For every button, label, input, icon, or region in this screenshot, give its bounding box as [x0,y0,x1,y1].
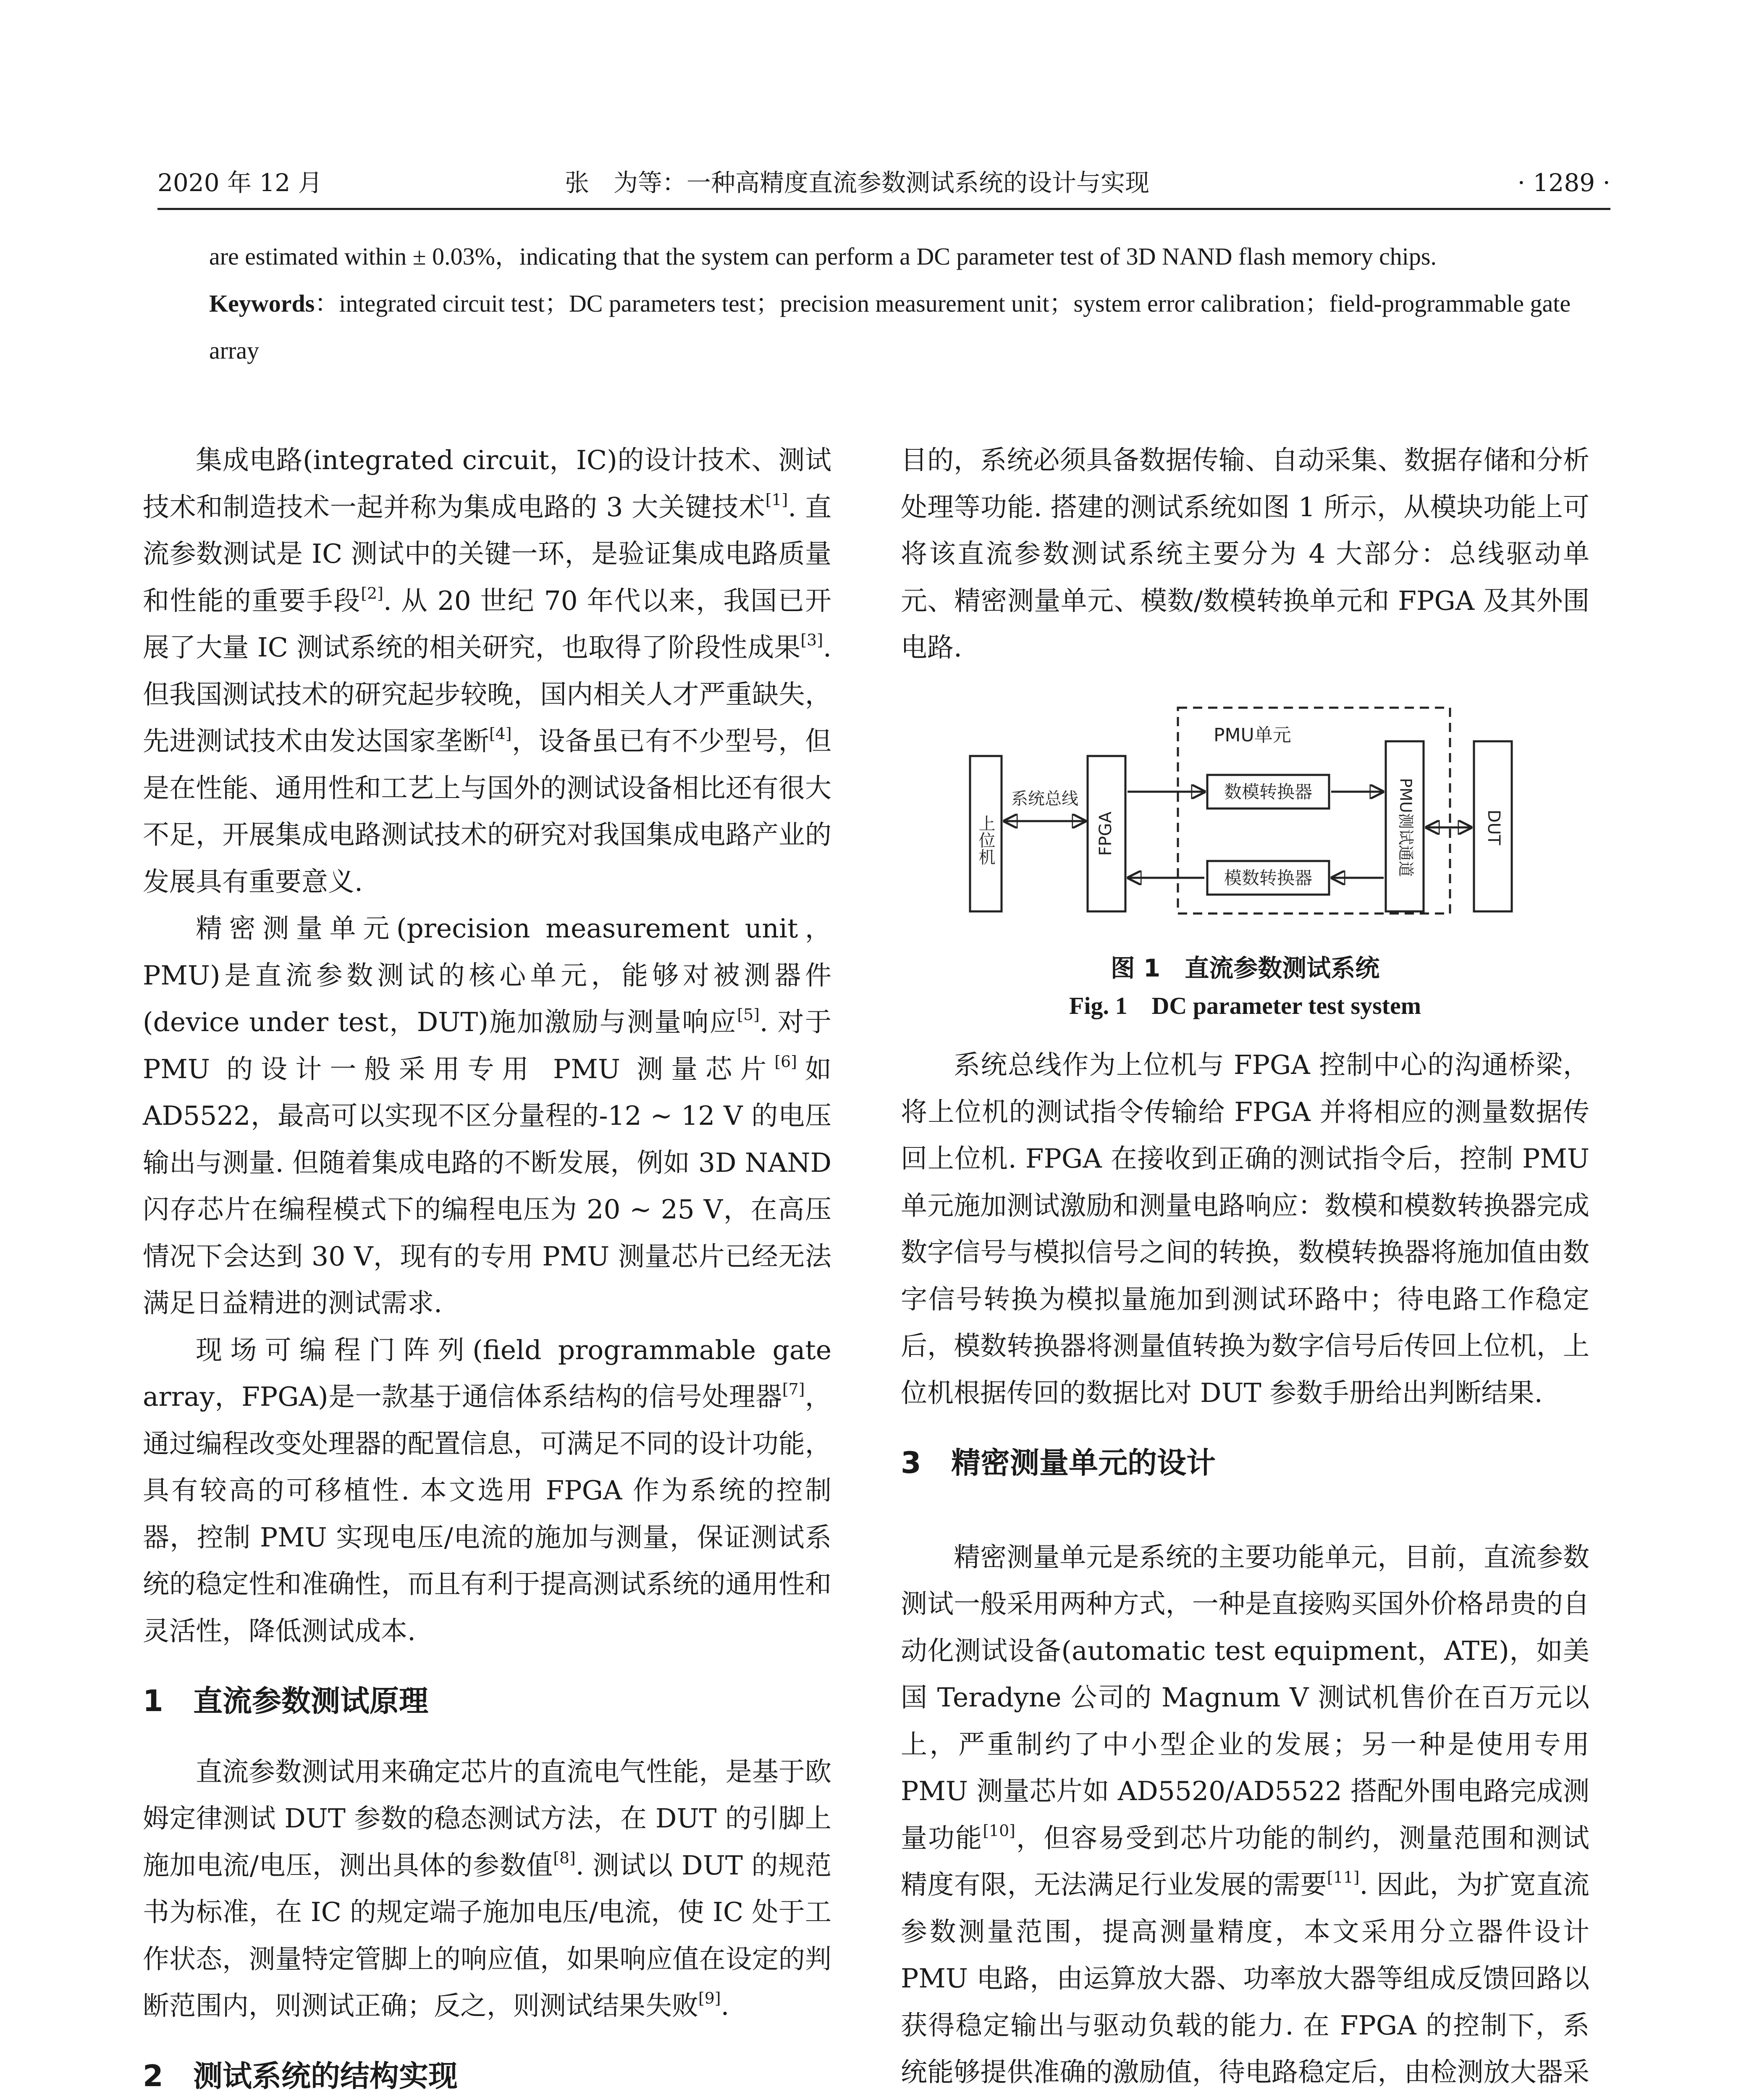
text-run: 精密测量单元(precision measurement unit，PMU)是直流参数测试的核心单元，能够对被测器件(device under test，DUT)施加激励与测量响应 [143,913,831,1037]
section-heading [901,1440,1589,1487]
section-heading [143,1678,831,1725]
header-date: 2020 年 12 月 [157,168,323,197]
paragraph: 系统总线作为上位机与 FPGA 控制中心的沟通桥梁，将上位机的测试指令传输给 FPGA 并将相应的测量数据传回上位机. FPGA 在接收到正确的测试指令后，控制 PMU 单元施加测试激励和测量电路响应：数模和模数转换器完成数字信号与模拟信号之间的转换，数模转换器将施加值由数字信号转换为模拟量施加到测试环路中；待电路工作稳定后，模数转换器将测量值转换为数字信号后传回上位机，上位机根据传回的数据比对 DUT 参数手册给出判断结果. [901,1050,1589,1408]
text-run: ，设备虽已有不少型号，但是在性能、通用性和工艺上与国外的测试设备相比还有很大不足，开展集成电路测试技术的研究对我国集成电路产业的发展具有重要意义. [143,726,832,897]
text-run: 精密测量单元是系统的主要功能单元，目前，直流参数测试一般采用两种方式，一种是直接购买国外价格昂贵的自动化测试设备(automatic test equipment，ATE)，如美国 Teradyne 公司的 Magnum V 测试机售价在百万元以上，严重制约了中小型企业的发展；另一种是使用专用 PMU 测量芯片如 AD5520/AD5522 搭配外围电路完成测量功能 [901,1541,1589,1853]
text-run: . [721,1990,729,2021]
header-rule [157,208,1610,210]
keywords [209,280,1574,374]
citation-marker: [5] [737,1005,760,1024]
citation-marker: [6] [774,1052,797,1071]
header-authors-title: 张 为等：一种高精度直流参数测试系统的设计与实现 [565,168,1150,197]
citation-marker: [8] [553,1848,576,1867]
bus-label: 系统总线 [1011,789,1078,808]
dac-label: 数模转换器 [1224,782,1313,802]
citation-marker: [11] [1327,1868,1360,1887]
section-heading [143,2053,831,2100]
text-run: . 从 20 世纪 70 年代以来，我国已开展了大量 IC 测试系统的相关研究，也取得了阶段性成果 [143,585,831,663]
pmu-unit-label: PMU单元 [1214,724,1291,746]
right-column [901,437,1589,671]
text-run: . 对于 PMU 的设计一般采用专用 PMU 测量芯片 [143,1007,831,1084]
text-run: 现场可编程门阵列(field programmable gate array，FPGA)是一款基于通信体系结构的信号处理器 [143,1334,831,1412]
section-title: 测试系统的结构实现 [193,2058,458,2093]
text-run: . 因此，为扩宽直流参数测量范围，提高测量精度，本文采用分立器件设计 PMU 电路，由运算放大器、功率放大器等组成反馈回路以获得稳定输出与驱动负载的能力. 在 FPGA 的控制下，系统能够提供准确的激励值，待电路稳定后，由检测放大器采 [901,1869,1589,2087]
citation-marker: [4] [489,724,512,743]
section-title: 精密测量单元的设计 [951,1446,1216,1480]
figure-caption-en: Fig. 1 DC parameter test system [1069,992,1421,1019]
citation-marker: [2] [361,584,383,603]
section-title: 直流参数测试原理 [193,1684,428,1718]
system-block-diagram [966,701,1554,920]
text-run: ，通过编程改变处理器的配置信息，可满足不同的设计功能，具有较高的可移植性. 本文选用 FPGA 作为系统的控制器，控制 PMU 实现电压/电流的施加与测量，保证测试系统的稳定性和准确性，而且有利于提高测试系统的通用性和灵活性，降低测试成本. [143,1381,831,1646]
dut-label: DUT [1484,809,1503,845]
figure-caption-zh: 图 1 直流参数测试系统 [1110,954,1380,982]
abstract-tail: are estimated within ± 0.03%，indicating that the system can perform a DC parameter test of 3D NAND flash memory chips. [209,243,1437,270]
citation-marker: [1] [765,490,788,509]
text-run: 如 AD5522，最高可以实现不区分量程的-12 ~ 12 V 的电压输出与测量. 但随着集成电路的不断发展，例如 3D NAND 闪存芯片在编程模式下的编程电压为 20 ~ 25 V，在高压情况下会达到 30 V，现有的专用 PMU 测量芯片已经无法满足日益精进的测试需求. [143,1053,832,1318]
keywords-label: Keywords [209,290,315,317]
text-run: . 测试以 DUT 的规范书为标准，在 IC 的规定端子施加电压/电流，使 IC 处于工作状态，测量特定管脚上的响应值，如果响应值在设定的判断范围内，则测试正确；反之，则测试结果失败 [143,1850,831,2021]
fpga-label: FPGA [1096,811,1115,856]
text-run: . 但我国测试技术的研究起步较晚，国内相关人才严重缺失，先进测试技术由发达国家垄断 [143,632,831,756]
text-run: 直流参数测试用来确定芯片的直流电气性能，是基于欧姆定律测试 DUT 参数的稳态测试方法，在 DUT 的引脚上施加电流/电压，测出具体的参数值 [143,1756,831,1881]
paragraph [143,437,831,905]
header-page-number: · 1289 · [1517,168,1610,197]
right-column-lower [901,1042,1589,2100]
text-run: . 直流参数测试是 IC 测试中的关键一环，是验证集成电路质量和性能的重要手段 [143,491,831,616]
citation-marker: [10] [983,1821,1015,1840]
adc-label: 模数转换器 [1224,868,1313,888]
host-label: 上位机 [976,815,995,865]
left-column [143,437,831,2100]
text-run: ，但容易受到芯片功能的制约，测量范围和测试精度有限，无法满足行业发展的需要 [901,1822,1590,1900]
paragraph [901,1534,1589,2100]
running-header [157,164,1610,202]
paragraph [143,1748,831,2029]
paragraph [143,1327,831,1655]
section-number: 3 [901,1446,921,1480]
paragraph [143,905,831,1327]
citation-marker: [3] [800,630,823,649]
citation-marker: [7] [782,1380,805,1399]
text-run: 集成电路(integrated circuit，IC)的设计技术、测试技术和制造技术一起并称为集成电路的 3 大关键技术 [143,445,831,522]
section-number: 1 [143,1684,163,1718]
section-number: 2 [143,2058,163,2093]
keywords-text: ：integrated circuit test；DC parameters test；precision measurement unit；system error calibration；field-programmable gate array [209,290,1571,364]
paragraph: 目的，系统必须具备数据传输、自动采集、数据存储和分析处理等功能. 搭建的测试系统如图 1 所示，从模块功能上可将该直流参数测试系统主要分为 4 大部分：总线驱动单元、精密测量单元、模数/数模转换单元和 FPGA 及其外围电路. [901,445,1589,663]
abstract-block [209,233,1574,374]
pmu-channel-label: PMU测试通道 [1396,778,1415,877]
citation-marker: [9] [698,1989,721,2008]
